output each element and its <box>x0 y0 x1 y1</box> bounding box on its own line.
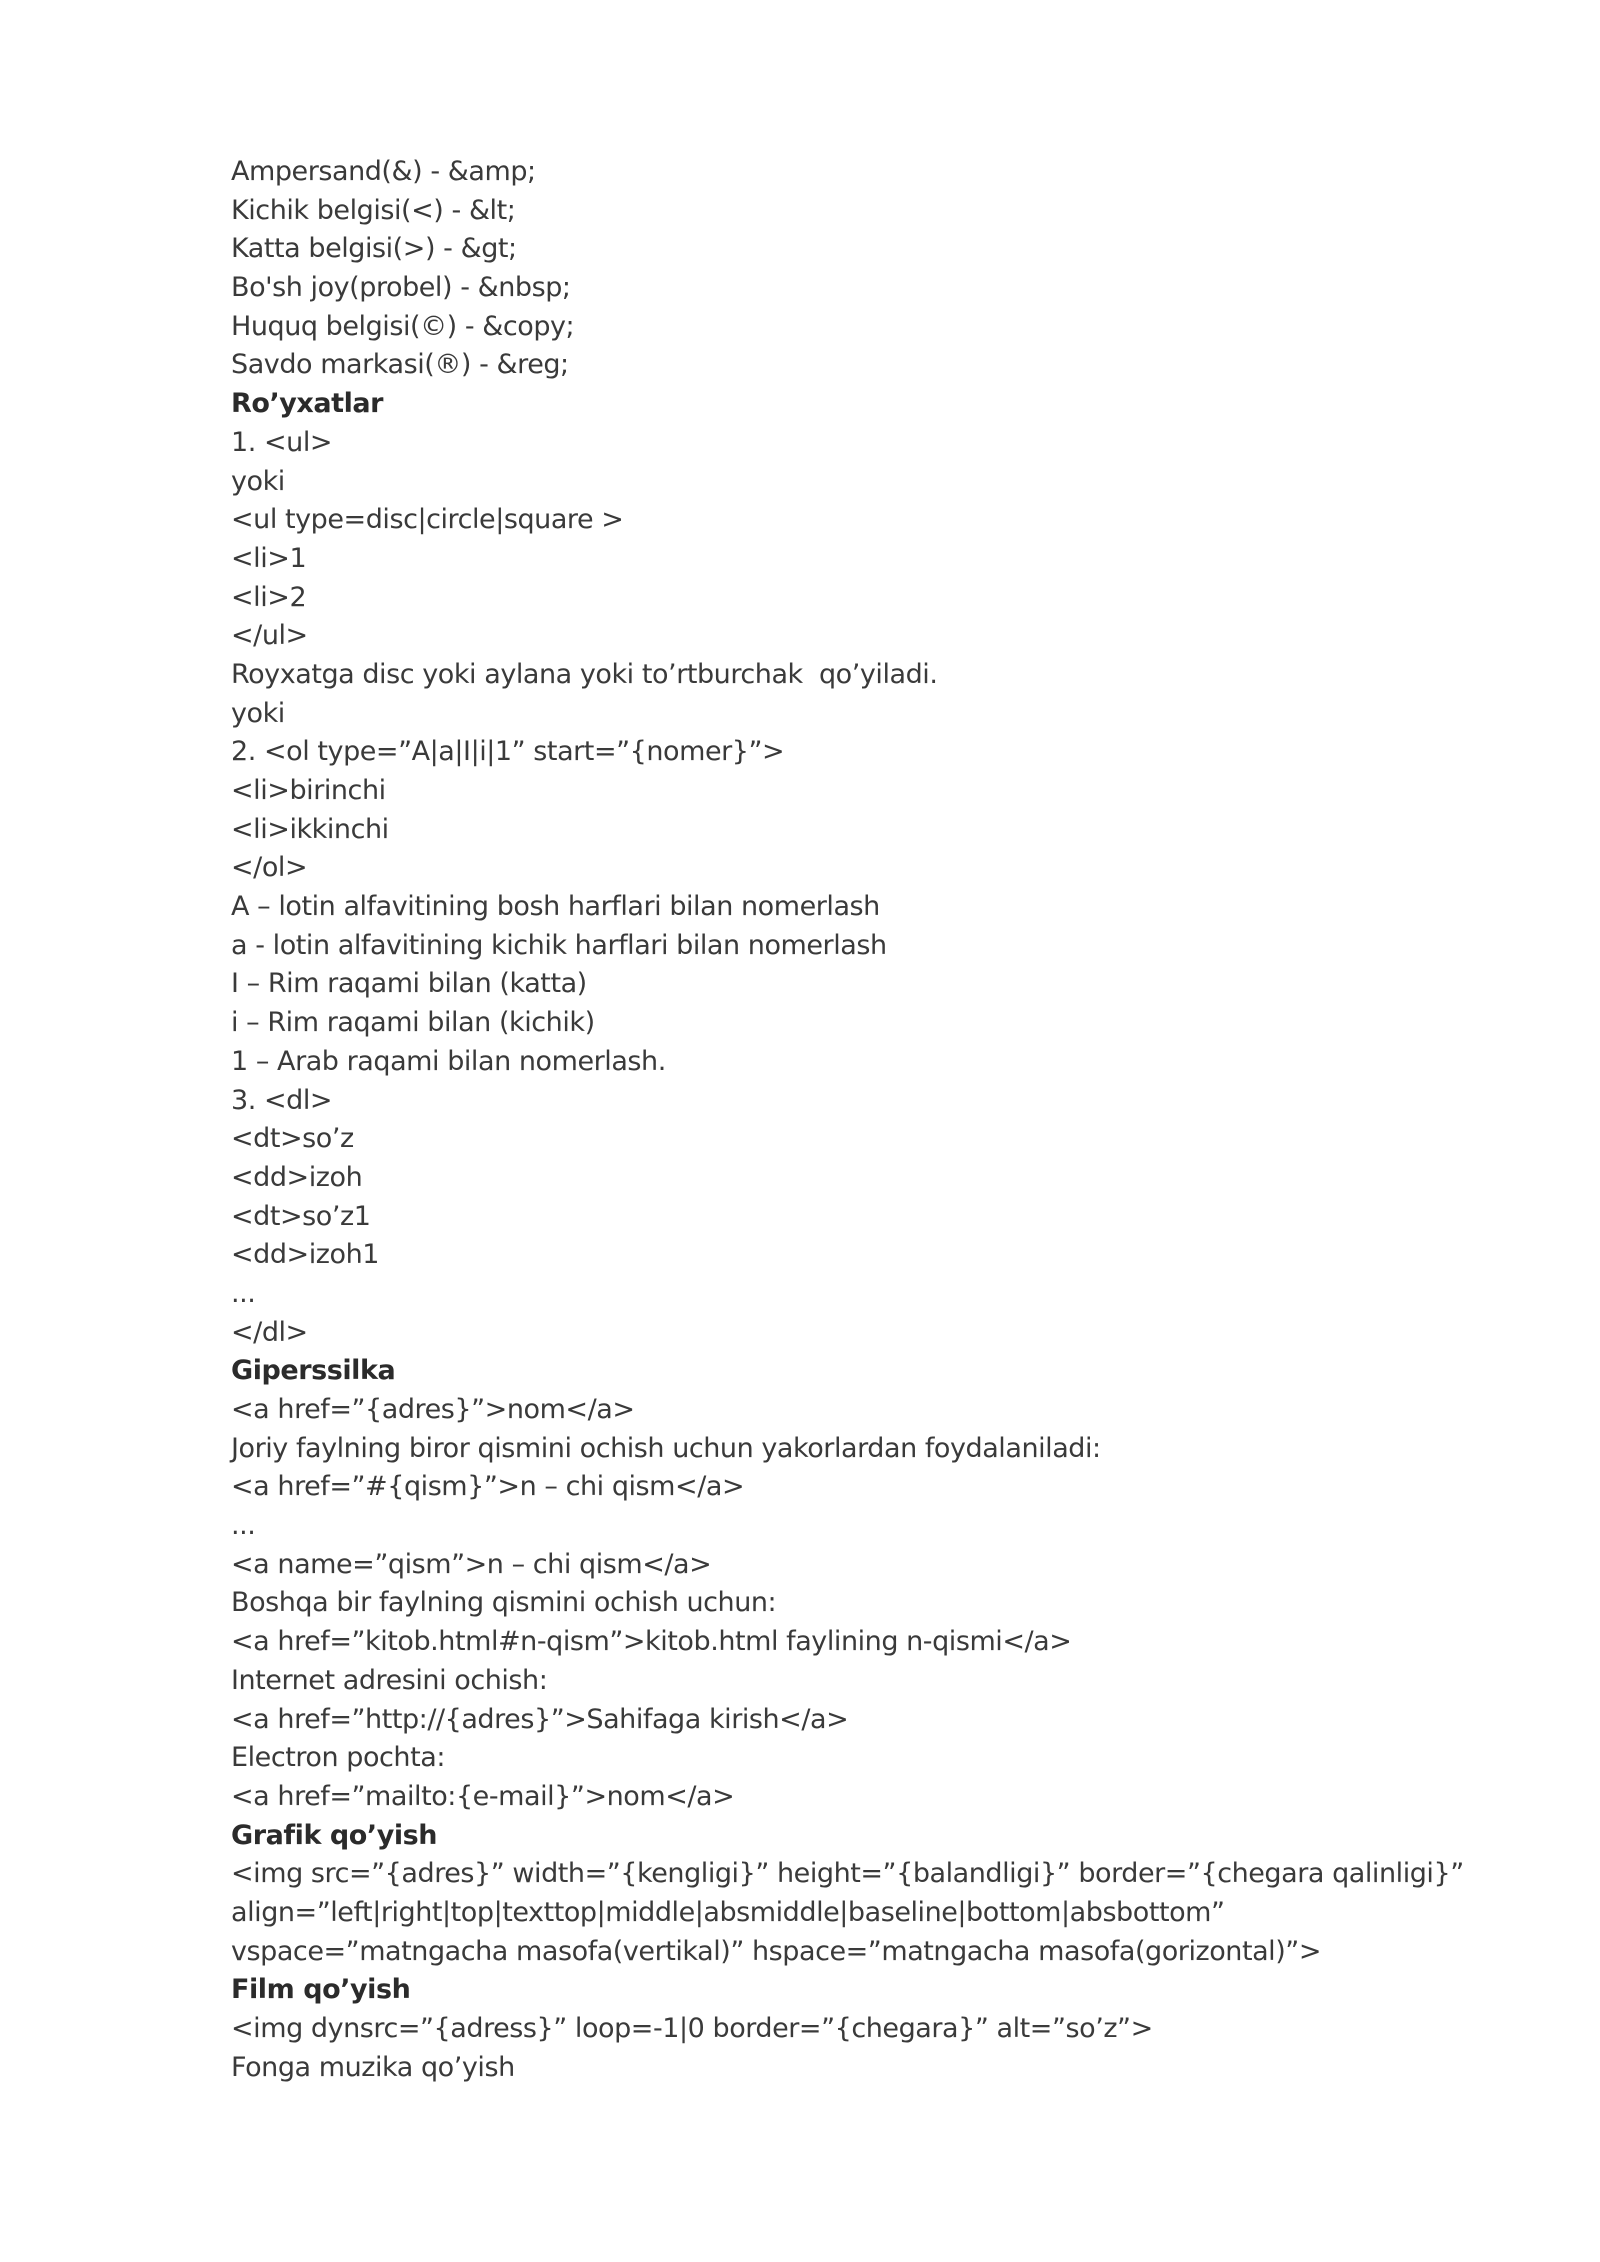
text-line: vspace=”matngacha masofa(vertikal)” hspace=”matngacha masofa(gorizontal)”> <box>231 1935 1322 1967</box>
text-line: Bo'sh joy(probel) - &nbsp; <box>231 272 571 304</box>
text-line: <a href=”http://{adres}”>Sahifaga kirish</a> <box>231 1703 849 1735</box>
text-line: yoki <box>231 465 285 497</box>
text-line: A – lotin alfavitining bosh harflari bilan nomerlash <box>231 891 880 923</box>
text-line: <dt>so’z1 <box>231 1200 371 1232</box>
text-line: I – Rim raqami bilan (katta) <box>231 968 587 1000</box>
text-line: Fonga muzika qo’yish <box>231 2051 515 2083</box>
text-line: <dd>izoh <box>231 1161 363 1193</box>
text-line: 1 – Arab raqami bilan nomerlash. <box>231 1045 666 1077</box>
text-line: align=”left|right|top|texttop|middle|absmiddle|baseline|bottom|absbottom” <box>231 1896 1225 1928</box>
text-line: Electron pochta: <box>231 1742 445 1774</box>
text-line: a - lotin alfavitining kichik harflari bilan nomerlash <box>231 929 887 961</box>
text-line: Savdo markasi(®) - &reg; <box>231 349 569 381</box>
text-line: Royxatga disc yoki aylana yoki to’rtburchak qo’yiladi. <box>231 658 938 690</box>
text-line: Ampersand(&) - &amp; <box>231 156 536 187</box>
text-line: <a name=”qism”>n – chi qism</a> <box>231 1548 712 1580</box>
text-line: </ol> <box>231 852 308 884</box>
text-line: Internet adresini ochish: <box>231 1664 548 1696</box>
text-line: <li>2 <box>231 581 307 613</box>
text-line: <a href=”kitob.html#n-qism”>kitob.html faylining n-qismi</a> <box>231 1626 1072 1658</box>
text-line: yoki <box>231 697 285 729</box>
text-line: Boshqa bir faylning qismini ochish uchun: <box>231 1587 777 1619</box>
text-line: ... <box>231 1277 256 1309</box>
text-line: Kichik belgisi(<) - &lt; <box>231 194 516 226</box>
text-line: <a href=”mailto:{e-mail}”>nom</a> <box>231 1780 735 1812</box>
section-heading: Grafik qo’yish <box>231 1819 438 1851</box>
text-line: </dl> <box>231 1316 308 1348</box>
section-heading: Giperssilka <box>231 1355 396 1387</box>
text-line: </ul> <box>231 620 308 652</box>
text-line: <img dynsrc=”{adress}” loop=-1|0 border=”{chegara}” alt=”so’z”> <box>231 2013 1153 2044</box>
text-line: i – Rim raqami bilan (kichik) <box>231 1007 595 1039</box>
text-line: 1. <ul> <box>231 426 333 458</box>
text-line: <dt>so’z <box>231 1123 354 1155</box>
section-heading: Ro’yxatlar <box>231 388 384 420</box>
text-line: <li>ikkinchi <box>231 813 389 845</box>
text-line: ... <box>231 1510 256 1542</box>
text-line: 2. <ol type=”A|a|I|i|1” start=”{nomer}”> <box>231 736 785 768</box>
text-line: <dd>izoh1 <box>231 1239 379 1271</box>
text-line: Katta belgisi(>) - &gt; <box>231 233 517 265</box>
text-line: 3. <dl> <box>231 1084 333 1116</box>
text-line: <li>birinchi <box>231 775 386 806</box>
text-line: <a href=”#{qism}”>n – chi qism</a> <box>231 1471 745 1503</box>
text-line: <li>1 <box>231 542 307 574</box>
text-line: <img src=”{adres}” width=”{kengligi}” height=”{balandligi}” border=”{chegara qalinligi}” <box>231 1858 1464 1890</box>
text-line: Huquq belgisi(©) - &copy; <box>231 310 575 342</box>
text-line: Joriy faylning biror qismini ochish uchun yakorlardan foydalaniladi: <box>231 1432 1101 1464</box>
text-line: <ul type=disc|circle|square > <box>231 504 624 536</box>
text-line: <a href=”{adres}”>nom</a> <box>231 1394 635 1425</box>
section-heading: Film qo’yish <box>231 1974 411 2006</box>
document-body <box>231 153 1471 2087</box>
